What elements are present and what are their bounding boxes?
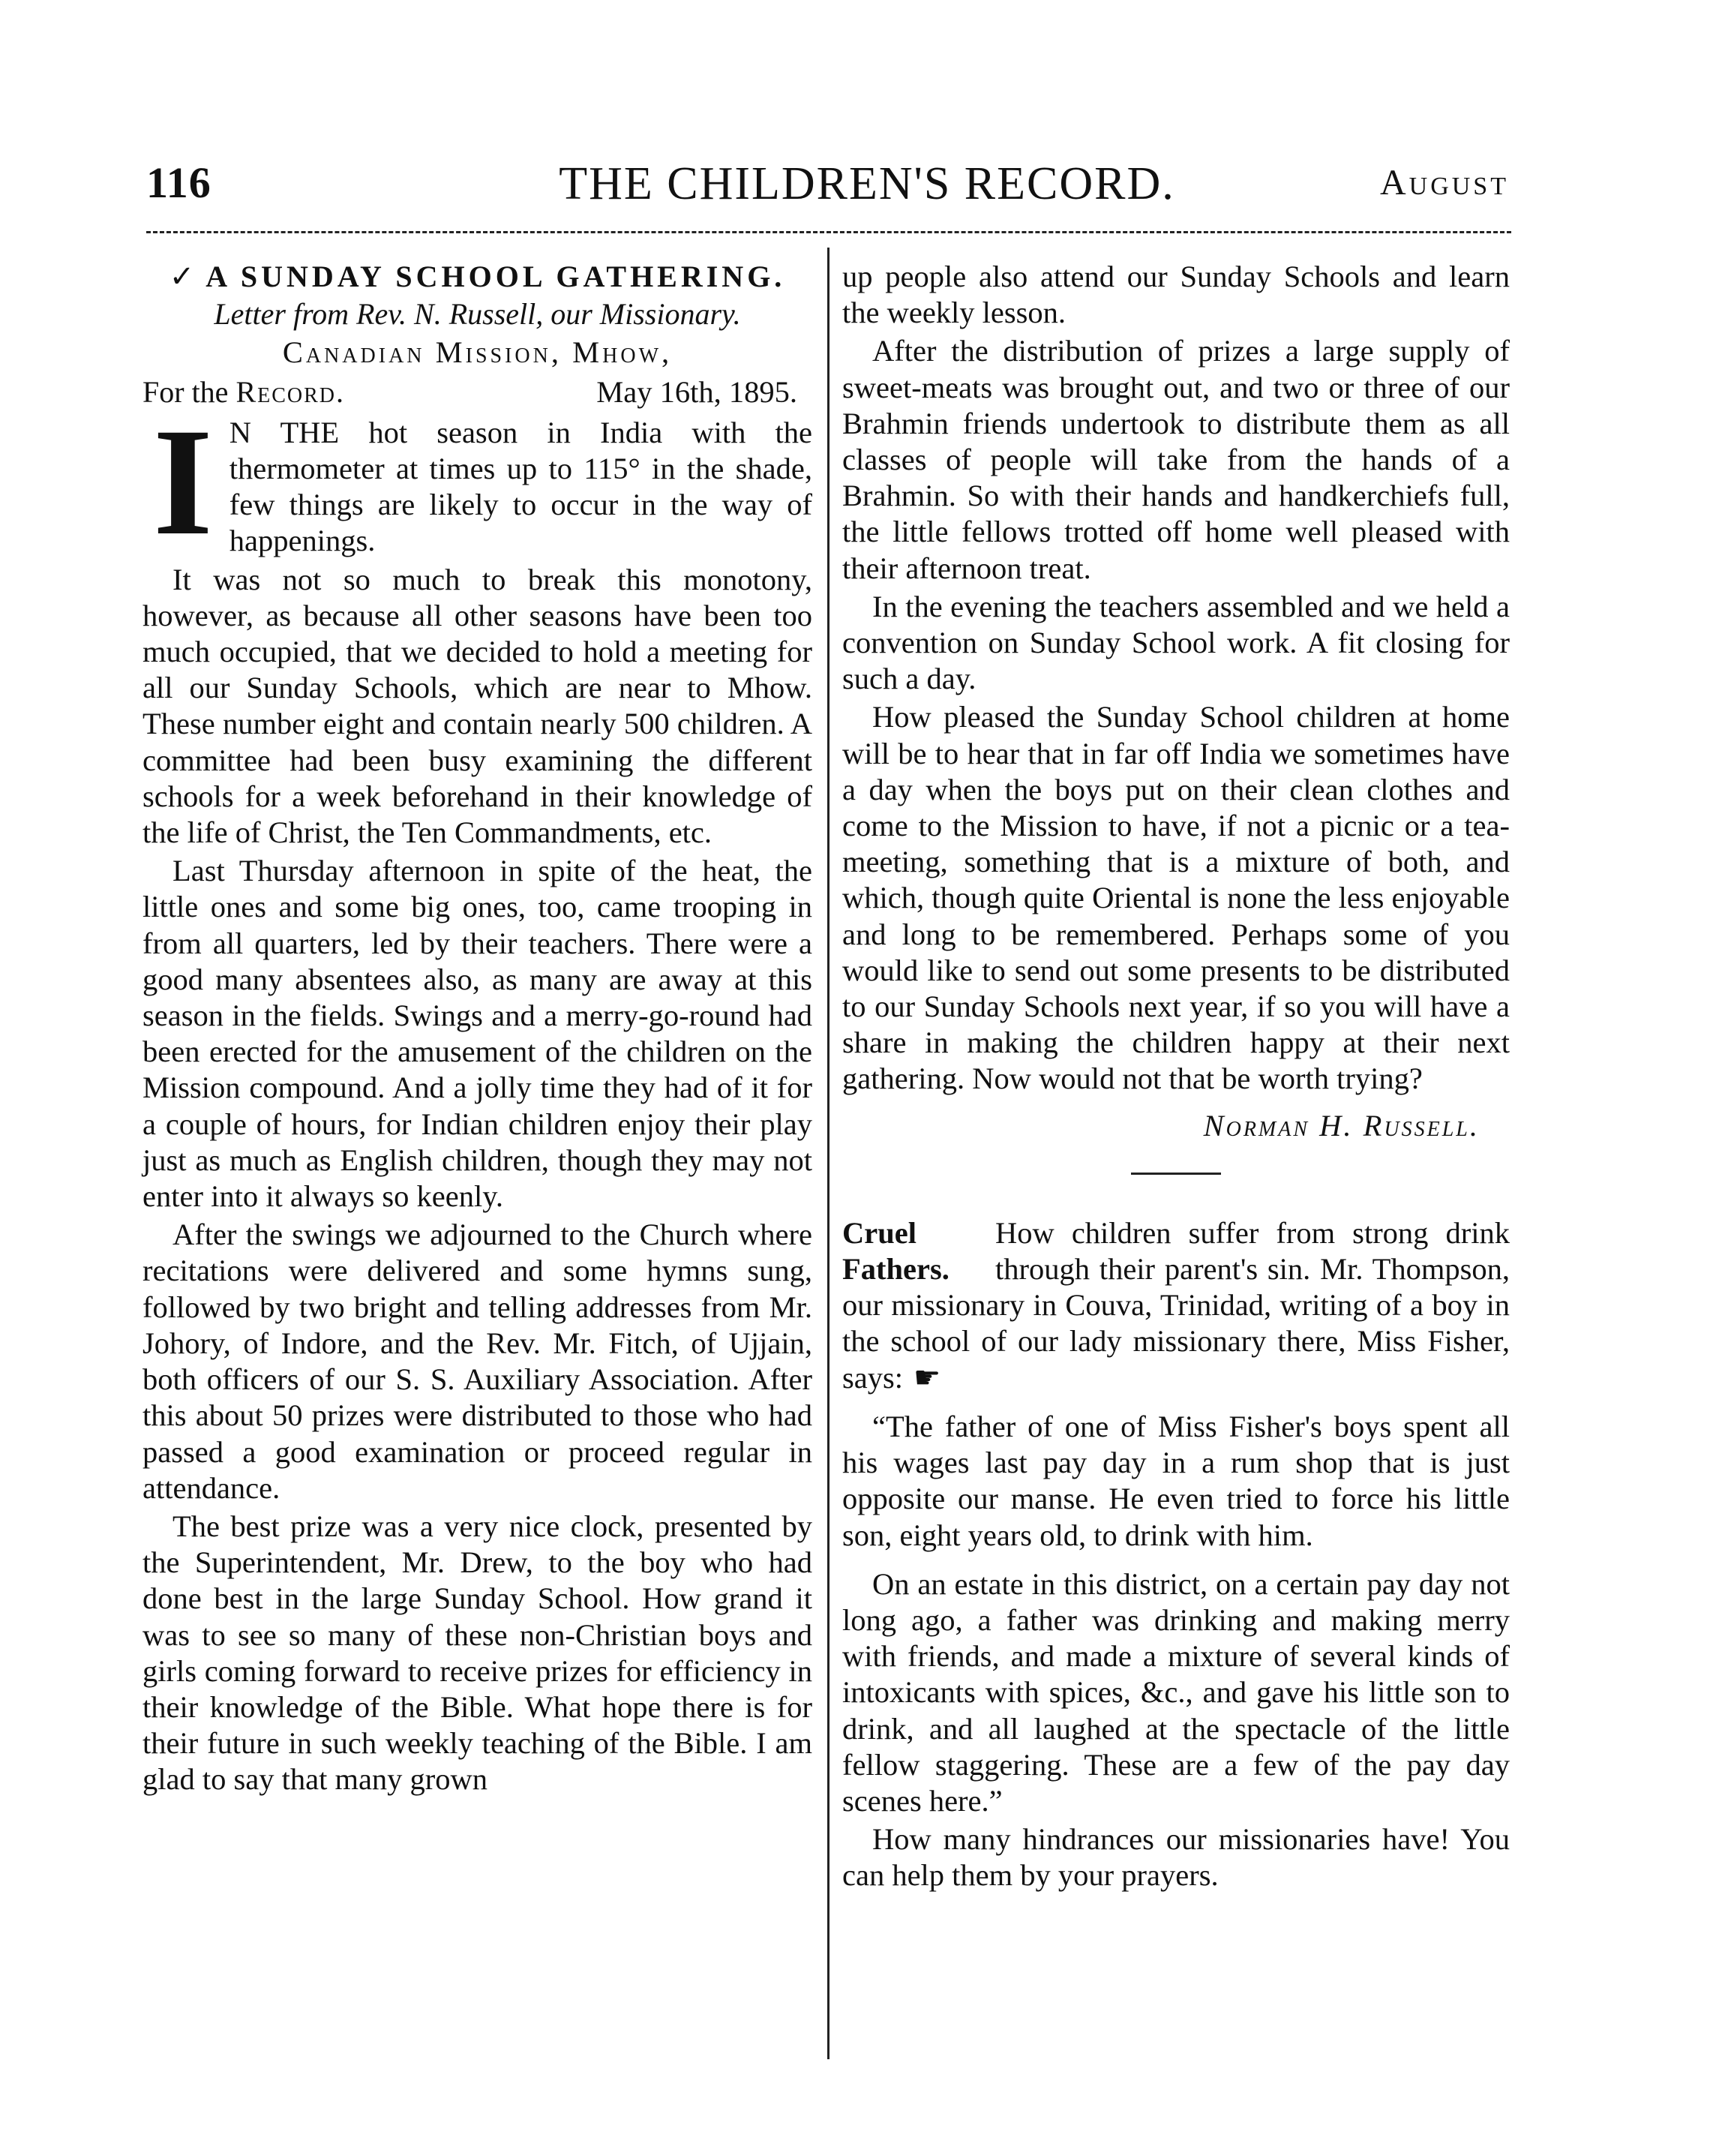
header-rule xyxy=(146,231,1511,233)
pointing-hand-icon: ☛ xyxy=(914,1360,941,1395)
article-title-text: A SUNDAY SCHOOL GATHERING. xyxy=(206,260,786,293)
drop-cap: I xyxy=(153,396,213,567)
quote-paragraph-2: On an estate in this district, on a certain pay day not long ago, a father was drinking and making merry with friends, and made a mixture of several kinds of intoxicants with spices, &c., and gave his little son to drink, and all laughed at the spectacle of the little fellow staggering. These are a few of the pay day scenes here.” xyxy=(842,1566,1510,1818)
paragraph-5: The best prize was a very nice clock, presented by the Superintendent, Mr. Drew, to the boy who had done best in the large Sunday School. How grand it was to see so many of these non-Christian boys and girls coming forward to receive prizes for efficiency in their knowledge of the Bible. What hope there is for their future in such weekly teaching of the Bible. I am glad to say that many grown xyxy=(142,1509,812,1797)
paragraph-6: up people also attend our Sunday Schools and learn the weekly lesson. xyxy=(842,260,1510,330)
side-heading: Cruel Fathers. xyxy=(842,1215,950,1287)
article-byline: Letter from Rev. N. Russell, our Missionary. xyxy=(214,297,741,332)
closing-paragraph: How many hindrances our missionaries have! You can help them by your prayers. xyxy=(842,1822,1510,1893)
paragraph-3: Last Thursday afternoon in spite of the heat, the little ones and some big ones, too, came trooping in from all quarters, led by their teachers. There were a good many absentees also, as many are away at this season in the fields. Swings and a merry-go-round had been erected for the amusement of the children on the Mission compound. And a jolly time they had of it for a couple of hours, for Indian children enjoy their play just as much as English children, though they may not enter into it always so keenly. xyxy=(142,854,812,1214)
page-header xyxy=(0,158,1734,218)
section-rule xyxy=(1131,1173,1221,1175)
check-mark-icon: ✓ xyxy=(169,260,199,293)
right-column xyxy=(842,259,1510,1896)
dateline-place: Canadian Mission, Mhow, xyxy=(282,335,673,370)
left-column xyxy=(142,259,812,1800)
for-the-record: For the Record. xyxy=(142,374,346,409)
paragraph-1 xyxy=(142,396,812,567)
cruel-fathers-text: How children suffer from strong drink through their parent's sin. Mr. Thompson, our missionary in Couva, Trinidad, writing of a boy in the school of our lady missionary there, Miss Fisher, says: xyxy=(842,1215,1510,1395)
paragraph-1-text: N THE hot season in India with the thermometer at times up to 115° in the shade, few things are likely to occur in the way of happenings. xyxy=(229,415,812,558)
signature: Norman H. Russell. xyxy=(1203,1108,1480,1143)
dateline-date: May 16th, 1895. xyxy=(596,374,797,409)
paragraph-7: After the distribution of prizes a large supply of sweet-meats was brought out, and two or three of our Brahmin friends undertook to distribute them as all classes of people will take from the hands of a Brahmin. So with their hands and handkerchiefs full, the little fellows trotted off home well pleased with their afternoon treat. xyxy=(842,334,1510,585)
article-title xyxy=(142,259,812,295)
column-divider xyxy=(827,248,830,2059)
paragraph-9: How pleased the Sunday School children at home will be to hear that in far off India we sometimes have a day when the boys put on their clean clothes and come to the Mission to have, if not a picnic or a tea-meeting, something that is a mixture of both, and which, though quite Oriental is none the less enjoyable and long to be remembered. Perhaps some of you would like to send out some presents to be distributed to our Sunday Schools next year, if so you will have a share in making the children happy at their next gathering. Now would not that be worth trying? xyxy=(842,700,1510,1096)
cruel-fathers-paragraph xyxy=(842,1215,1510,1396)
quote-paragraph-1: “The father of one of Miss Fisher's boys spent all his wages last pay day in a rum shop that is just opposite our manse. He even tried to force his little son, eight years old, to drink with him. xyxy=(842,1409,1510,1552)
paragraph-8: In the evening the teachers assembled and we held a convention on Sunday School work. A fit closing for such a day. xyxy=(842,589,1510,696)
page-number: 116 xyxy=(146,158,212,207)
journal-title: THE CHILDREN'S RECORD. xyxy=(559,158,1175,209)
issue-month: August xyxy=(1379,163,1509,203)
paragraph-2: It was not so much to break this monotony, however, as because all other seasons have been too much occupied, that we decided to hold a meeting for all our Sunday Schools, which are near to Mhow. These number eight and contain nearly 500 children. A committee had been busy examining the different schools for a week beforehand in their knowledge of the life of Christ, the Ten Commandments, etc. xyxy=(142,562,812,850)
dateline xyxy=(142,374,812,410)
paragraph-4: After the swings we adjourned to the Church where recitations were delivered and some hymns sung, followed by two bright and telling addresses from Mr. Johory, of Indore, and the Rev. Mr. Fitch, of Ujjain, both officers of our S. S. Auxiliary Association. After this about 50 prizes were distributed to those who had passed a good examination or proceed regular in attendance. xyxy=(142,1218,812,1505)
